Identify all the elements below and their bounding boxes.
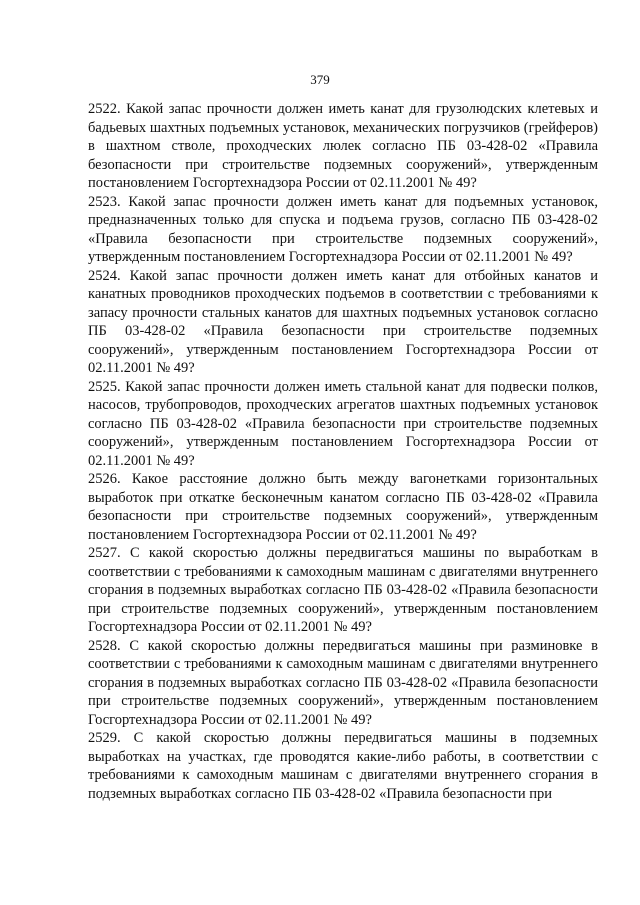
question-2524: 2524. Какой запас прочности должен иметь канат для отбойных канатов и канатных проводников проходческих подъемов в соответствии с требованиями к запасу прочности стальных канатов для шахтных подъемных установок согласно ПБ 03-428-02 «Правила безопасности при строительстве подземных сооружений», утвержденным постановлением Госгортехнадзора России от 02.11.2001 № 49? — [88, 267, 598, 376]
question-2528: 2528. С какой скоростью должны передвигаться машины при разминовке в соответствии с требованиями к самоходным машинам с двигателями внутреннего сгорания в подземных выработках согласно ПБ 03-428-02 «Правила безопасности при строительстве подземных сооружений», утвержденным постановлением Госгортехнадзора России от 02.11.2001 № 49? — [88, 637, 598, 728]
question-2522: 2522. Какой запас прочности должен иметь канат для грузолюдских клетевых и бадьевых шахтных подъемных установок, механических погрузчиков (грейферов) в шахтном стволе, проходческих люлек согласно ПБ 03-428-02 «Правила безопасности при строительстве подземных сооружений», утвержденным постановлением Госгортехнадзора России от 02.11.2001 № 49? — [88, 101, 598, 191]
question-2529: 2529. С какой скоростью должны передвигаться машины в подземных выработках на участках, где проводятся какие-либо работы, в соответствии с требованиями к самоходным машинам с двигателями внутреннего сгорания в подземных выработках согласно ПБ 03-428-02 «Правила безопасности при — [88, 730, 598, 802]
question-2526: 2526. Какое расстояние должно быть между вагонетками горизонтальных выработок при откатке бесконечным канатом согласно ПБ 03-428-02 «Правила безопасности при строительстве подземных сооружений», утвержденным постановлением Госгортехнадзора России от 02.11.2001 № 49? — [88, 471, 598, 543]
question-list — [88, 100, 598, 803]
question-2523: 2523. Какой запас прочности должен иметь канат для подъемных установок, предназначенных только для спуска и подъема грузов, согласно ПБ 03-428-02 «Правила безопасности при строительстве подземных сооружений», утвержденным постановлением Госгортехнадзора России от 02.11.2001 № 49? — [88, 193, 598, 265]
question-2527: 2527. С какой скоростью должны передвигаться машины по выработкам в соответствии с требованиями к самоходным машинам с двигателями внутреннего сгорания в подземных выработках согласно ПБ 03-428-02 «Правила безопасности при строительстве подземных сооружений», утвержденным постановлением Госгортехнадзора России от 02.11.2001 № 49? — [88, 545, 598, 635]
question-2525: 2525. Какой запас прочности должен иметь стальной канат для подвески полков, насосов, трубопроводов, проходческих агрегатов шахтных подъемных установок согласно ПБ 03-428-02 «Правила безопасности при строительстве подземных сооружений», утвержденным постановлением Госгортехнадзора России от 02.11.2001 № 49? — [88, 378, 598, 469]
page-number: 379 — [310, 72, 330, 87]
